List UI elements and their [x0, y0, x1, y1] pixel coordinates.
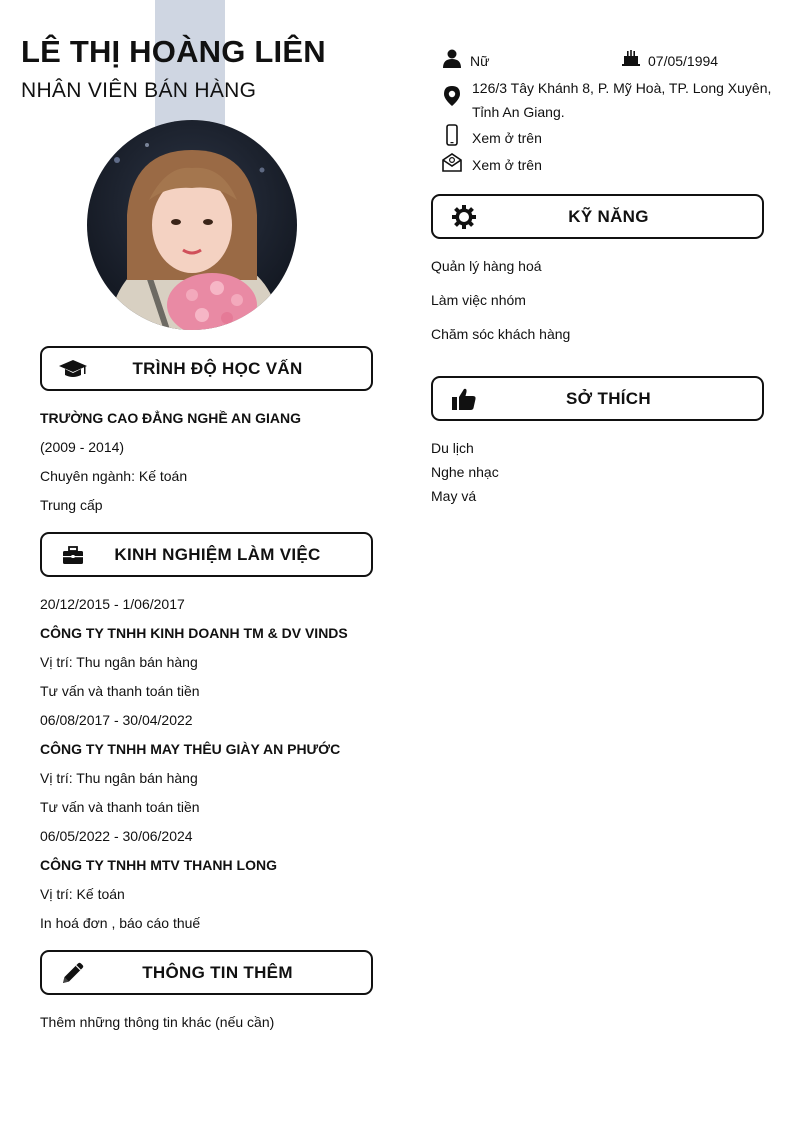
- hobby-item: May vá: [431, 488, 477, 504]
- education-major: Chuyên ngành: Kế toán: [40, 468, 188, 484]
- job-company: CÔNG TY TNHH KINH DOANH TM & DV VINDS: [40, 625, 348, 641]
- hobby-item: Nghe nhạc: [431, 464, 499, 480]
- hobby-item: Du lịch: [431, 440, 474, 456]
- job-period: 06/08/2017 - 30/04/2022: [40, 712, 193, 728]
- gender-value: Nữ: [470, 53, 490, 69]
- avatar: [87, 120, 297, 330]
- email-value: Xem ở trên: [472, 157, 542, 173]
- job-description: In hoá đơn , báo cáo thuế: [40, 915, 201, 931]
- education-years: (2009 - 2014): [40, 439, 125, 455]
- skills-heading: KỸ NĂNG: [568, 206, 649, 226]
- graduation-cap-icon: [58, 356, 88, 382]
- education-heading: TRÌNH ĐỘ HỌC VẤN: [132, 358, 303, 378]
- job-description: Tư vấn và thanh toán tiền: [40, 799, 200, 815]
- person-icon: [441, 47, 463, 69]
- education-section-header: [40, 346, 373, 391]
- location-pin-icon: [441, 85, 463, 107]
- experience-heading: KINH NGHIỆM LÀM VIỆC: [114, 544, 321, 564]
- address-value: 126/3 Tây Khánh 8, P. Mỹ Hoà, TP. Long Xuyên, Tỉnh An Giang.: [472, 80, 772, 120]
- birthday-value: 07/05/1994: [648, 53, 719, 69]
- job-period: 06/05/2022 - 30/06/2024: [40, 828, 193, 844]
- education-school: TRƯỜNG CAO ĐẲNG NGHỀ AN GIANG: [40, 410, 302, 426]
- hobbies-section-header: [431, 376, 764, 421]
- job-description: Tư vấn và thanh toán tiền: [40, 683, 200, 699]
- job-company: CÔNG TY TNHH MTV THANH LONG: [40, 857, 277, 873]
- header-accent-strip: [155, 0, 225, 140]
- job-title: NHÂN VIÊN BÁN HÀNG: [21, 79, 257, 102]
- experience-section-header: [40, 532, 373, 577]
- mobile-phone-icon: [441, 124, 463, 146]
- additional-info-section-header: [40, 950, 373, 995]
- candidate-name: LÊ THỊ HOÀNG LIÊN: [21, 34, 326, 69]
- education-level: Trung cấp: [40, 497, 103, 513]
- envelope-icon: [441, 151, 463, 173]
- skills-section-header: [431, 194, 764, 239]
- gear-icon: [449, 204, 479, 230]
- pencil-icon: [58, 960, 88, 986]
- birthday-cake-icon: [620, 46, 642, 68]
- briefcase-icon: [58, 542, 88, 568]
- job-position: Vị trí: Thu ngân bán hàng: [40, 770, 198, 786]
- thumbs-up-icon: [449, 386, 479, 412]
- additional-info-heading: THÔNG TIN THÊM: [142, 962, 293, 982]
- skill-item: Làm việc nhóm: [431, 292, 526, 308]
- job-position: Vị trí: Thu ngân bán hàng: [40, 654, 198, 670]
- phone-value: Xem ở trên: [472, 130, 542, 146]
- job-position: Vị trí: Kế toán: [40, 886, 125, 902]
- hobbies-heading: SỞ THÍCH: [566, 388, 651, 408]
- skill-item: Quản lý hàng hoá: [431, 258, 542, 274]
- additional-info-text: Thêm những thông tin khác (nếu cần): [40, 1014, 275, 1030]
- job-period: 20/12/2015 - 1/06/2017: [40, 596, 185, 612]
- skill-item: Chăm sóc khách hàng: [431, 326, 571, 342]
- job-company: CÔNG TY TNHH MAY THÊU GIÀY AN PHƯỚC: [40, 741, 341, 757]
